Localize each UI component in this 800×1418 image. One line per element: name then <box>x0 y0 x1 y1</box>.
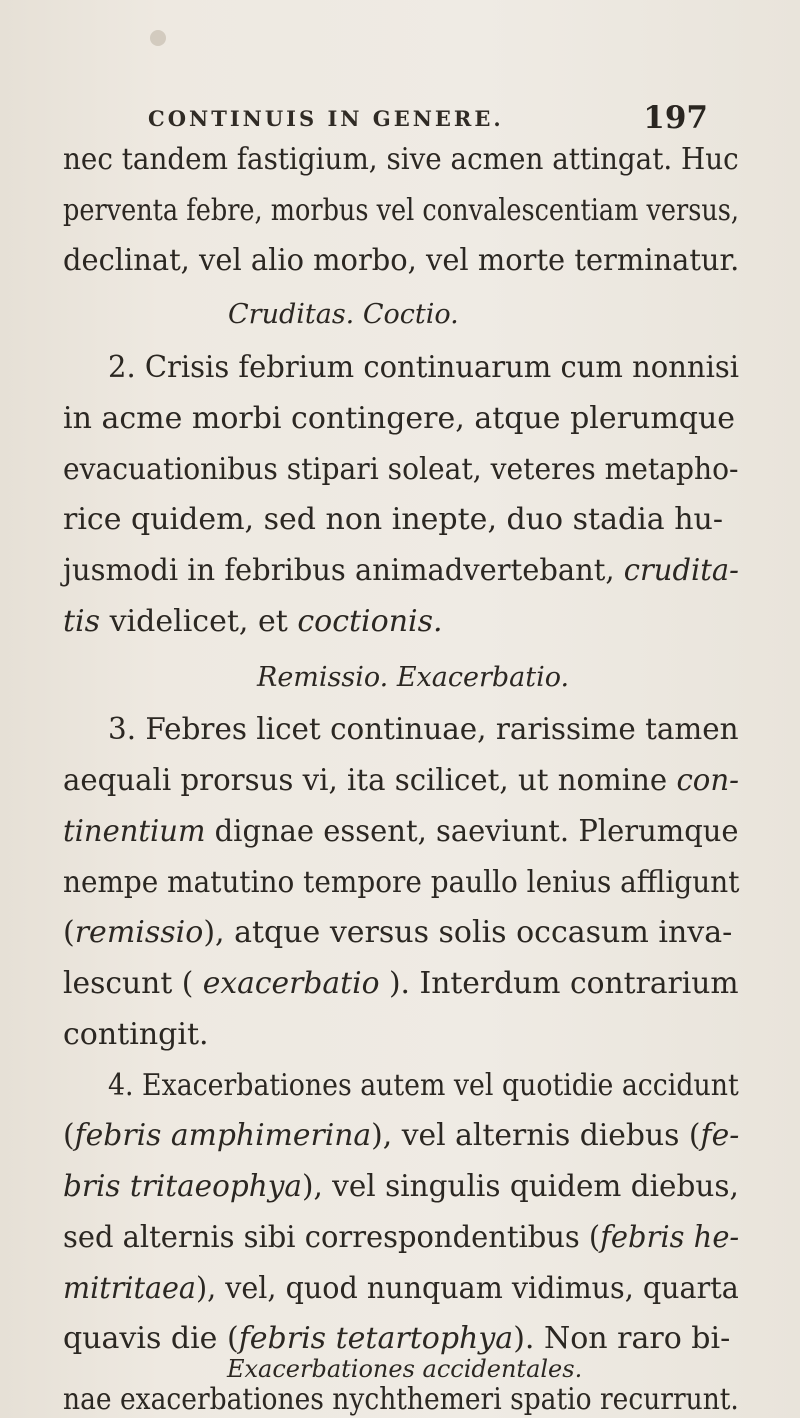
text-line: tis videlicet, et coctionis. <box>63 603 443 639</box>
text-line: mitritaea), vel, quod nunquam vidimus, quarta <box>63 1270 739 1306</box>
page-number: 197 <box>643 100 708 136</box>
text-line: tinentium dignae essent, saeviunt. Plerumque <box>63 813 739 849</box>
text-line: 4. Exacerbationes autem vel quotidie accidunt <box>108 1067 739 1103</box>
text-line: declinat, vel alio morbo, vel morte terminatur. <box>63 243 740 279</box>
text-line: jusmodi in febribus animadvertebant, crudita- <box>63 553 739 588</box>
text-line: evacuationibus stipari soleat, veteres metapho- <box>63 451 739 487</box>
page-header <box>148 100 708 140</box>
text-line: aequali prorsus vi, ita scilicet, ut nomine con- <box>63 763 740 799</box>
text-line: 3. Febres licet continuae, rarissime tamen <box>108 712 739 748</box>
text-line: perventa febre, morbus vel convalescentiam versus, <box>63 192 740 228</box>
text-line: bris tritaeophya), vel singulis quidem diebus, <box>63 1169 739 1205</box>
decorative-blot <box>150 30 166 46</box>
text-line: quavis die (febris tetartophya). Non raro bi- <box>63 1321 731 1357</box>
text-line: 2. Crisis febrium continuarum cum nonnisi <box>108 350 739 386</box>
text-line: nae exacerbationes nychthemeri spatio recurrunt. <box>63 1382 739 1417</box>
text-line: (febris amphimerina), vel alternis diebus (fe- <box>63 1118 740 1154</box>
text-line: nempe matutino tempore paullo lenius affligunt <box>63 864 740 900</box>
section-heading: Cruditas. Coctio. <box>228 299 459 331</box>
text-line: sed alternis sibi correspondentibus (febris he- <box>63 1219 740 1255</box>
text-line: contingit. <box>63 1016 209 1052</box>
text-line: (remissio), atque versus solis occasum inva- <box>63 915 733 951</box>
text-line: lescunt ( exacerbatio ). Interdum contrarium <box>63 966 739 1002</box>
text-line: in acme morbi contingere, atque plerumque <box>63 400 736 436</box>
text-line: rice quidem, sed non inepte, duo stadia hu- <box>63 502 723 538</box>
section-heading: Exacerbationes accidentales. <box>227 1354 583 1383</box>
text-line: nec tandem fastigium, sive acmen attingat. Huc <box>63 142 739 177</box>
section-heading: Remissio. Exacerbatio. <box>257 661 570 693</box>
running-head: CONTINUIS IN GENERE. <box>148 106 504 131</box>
